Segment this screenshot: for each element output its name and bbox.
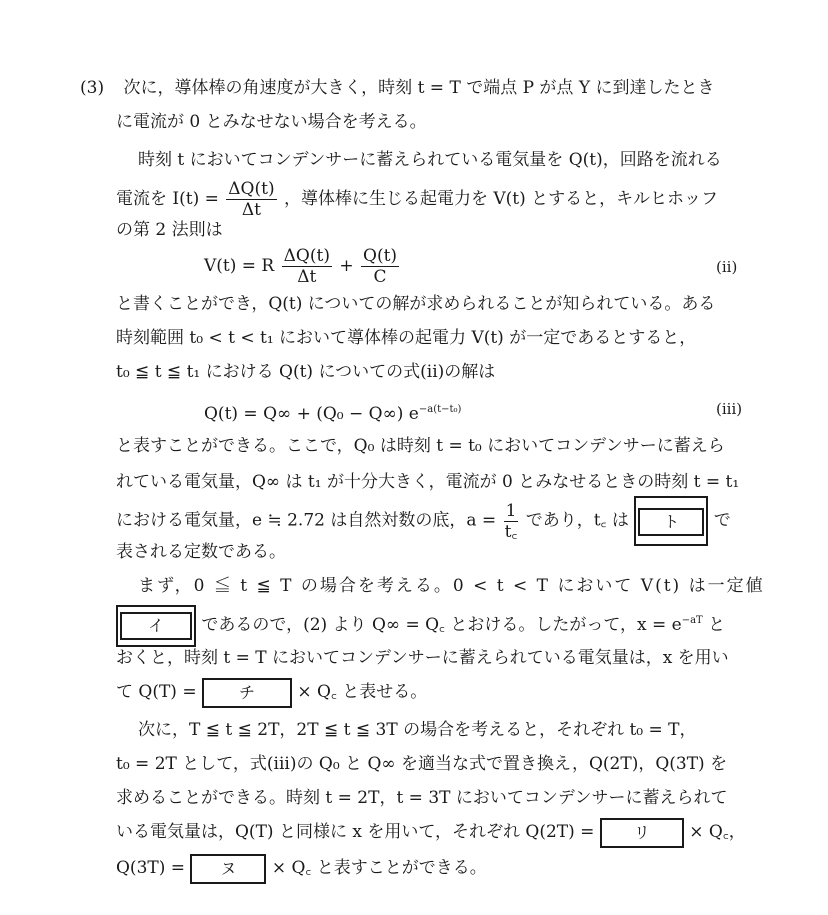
p4-line-4: 表される定数である。: [116, 542, 286, 562]
p6-line-5: [116, 852, 487, 884]
intro-line-1: [80, 76, 714, 100]
answer-box-chi[interactable]: チ: [202, 678, 292, 708]
p2-line-3: の第 2 法則は: [116, 220, 223, 240]
current-fraction-den: Δt: [241, 200, 261, 220]
eq2-frac-2-den: C: [373, 267, 387, 287]
eq2-frac-2: [361, 246, 399, 287]
p5-line-4: [116, 676, 427, 708]
p6-line-1: 次に，T ≦ t ≦ 2T，2T ≦ t ≦ 3T の場合を考えると，それぞれ t₀ = T，: [138, 720, 697, 740]
p4-line-3-b: であり，t꜀ は: [525, 510, 629, 531]
p6-line-3: 求めることができる。時刻 t = 2T，t = 3T においてコンデンサーに蓄えられて: [116, 788, 728, 808]
answer-box-i-label: イ: [120, 612, 192, 640]
answer-box-ri[interactable]: リ: [600, 818, 684, 848]
equation-iii: [204, 398, 461, 426]
p5-line-4-b: × Q꜀ と表せる。: [297, 682, 428, 702]
a-fraction-den: t꜀: [504, 521, 518, 542]
p6-line-4: [116, 816, 746, 848]
answer-box-nu[interactable]: ヌ: [190, 854, 266, 884]
a-fraction: [504, 501, 519, 542]
p5-line-2-b: と: [708, 615, 726, 635]
p3-line-2: 時刻範囲 t₀ < t < t₁ において導体棒の起電力 V(t) が一定であるとすると，: [116, 328, 697, 348]
p6-line-4-a: いる電気量は，Q(T) と同様に x を用いて，それぞれ Q(2T) =: [116, 822, 595, 842]
eq2-frac-1: [282, 246, 332, 287]
question-label: (3): [80, 78, 105, 98]
answer-box-to-label: ト: [638, 508, 704, 536]
p4-line-3-c: で: [713, 510, 731, 531]
p5-line-3: おくと，時刻 t = T においてコンデンサーに蓄えられている電気量は，x を用い: [116, 648, 729, 668]
eq2-frac-1-den: Δt: [297, 267, 317, 287]
intro-line-2: に電流が 0 とみなせない場合を考える。: [116, 112, 427, 132]
p5-line-2: [116, 604, 725, 647]
p4-line-3-a: における電気量，e ≒ 2.72 は自然対数の底，a =: [116, 510, 497, 531]
p4-line-2: れている電気量，Q∞ は t₁ が十分大きく，電流が 0 とみなせるときの時刻 t = t₁: [116, 472, 740, 492]
eq2-tag: (ii): [716, 258, 738, 276]
eq2-frac-2-num: Q(t): [363, 246, 398, 266]
equation-ii: [204, 244, 401, 288]
answer-box-to[interactable]: [634, 496, 708, 546]
p3-line-1: と書くことができ，Q(t) についての解が求められることが知られている。ある: [116, 294, 716, 314]
p6-line-5-b: × Q꜀ と表すことができる。: [271, 858, 487, 878]
p5-exponent: −aT: [681, 615, 703, 626]
answer-box-i[interactable]: [116, 605, 196, 647]
p5-line-2-a: であるので，(2) より Q∞ = Q꜀ とおける。したがって，x = e: [201, 615, 682, 635]
eq3-exponent: −a(t−t₀): [418, 404, 462, 415]
p5-line-4-a: て Q(T) =: [116, 682, 197, 702]
p2-line-2-a: 電流を I(t) =: [116, 189, 219, 209]
p2-line-1: 時刻 t においてコンデンサーに蓄えられている電気量を Q(t)，回路を流れる: [138, 150, 722, 170]
p2-line-2: [116, 178, 718, 220]
p6-line-2: t₀ = 2T として，式(iii)の Q₀ と Q∞ を適当な式で置き換え，Q(2T)，Q(3T) を: [116, 754, 728, 774]
p4-line-1: と表すことができる。ここで，Q₀ は時刻 t = t₀ においてコンデンサーに蓄えら: [116, 436, 725, 456]
eq2-lhs: V(t) = R: [204, 256, 275, 276]
current-fraction-num: ΔQ(t): [228, 179, 275, 199]
eq2-frac-1-num: ΔQ(t): [283, 246, 330, 266]
eq3-tag: (iii): [716, 400, 743, 418]
p4-line-3: [116, 496, 731, 546]
eq3-main: Q(t) = Q∞ + (Q₀ − Q∞) e: [204, 404, 419, 424]
p2-line-2-b: ，導体棒に生じる起電力を V(t) とすると，キルヒホッフ: [284, 189, 719, 209]
intro-text-1: 次に，導体棒の角速度が大きく，時刻 t = T で端点 P が点 Y に到達したとき: [123, 78, 715, 98]
p5-line-1: まず，0 ≦ t ≦ T の場合を考える。0 < t < T において V(t) は一定値: [138, 576, 765, 596]
current-fraction: [226, 179, 276, 220]
eq2-plus: +: [339, 256, 354, 276]
p6-line-5-a: Q(3T) =: [116, 858, 186, 878]
p6-line-4-b: × Q꜀，: [689, 822, 746, 842]
p3-line-3: t₀ ≦ t ≦ t₁ における Q(t) についての式(ii)の解は: [116, 362, 496, 382]
a-fraction-num: 1: [505, 500, 517, 521]
